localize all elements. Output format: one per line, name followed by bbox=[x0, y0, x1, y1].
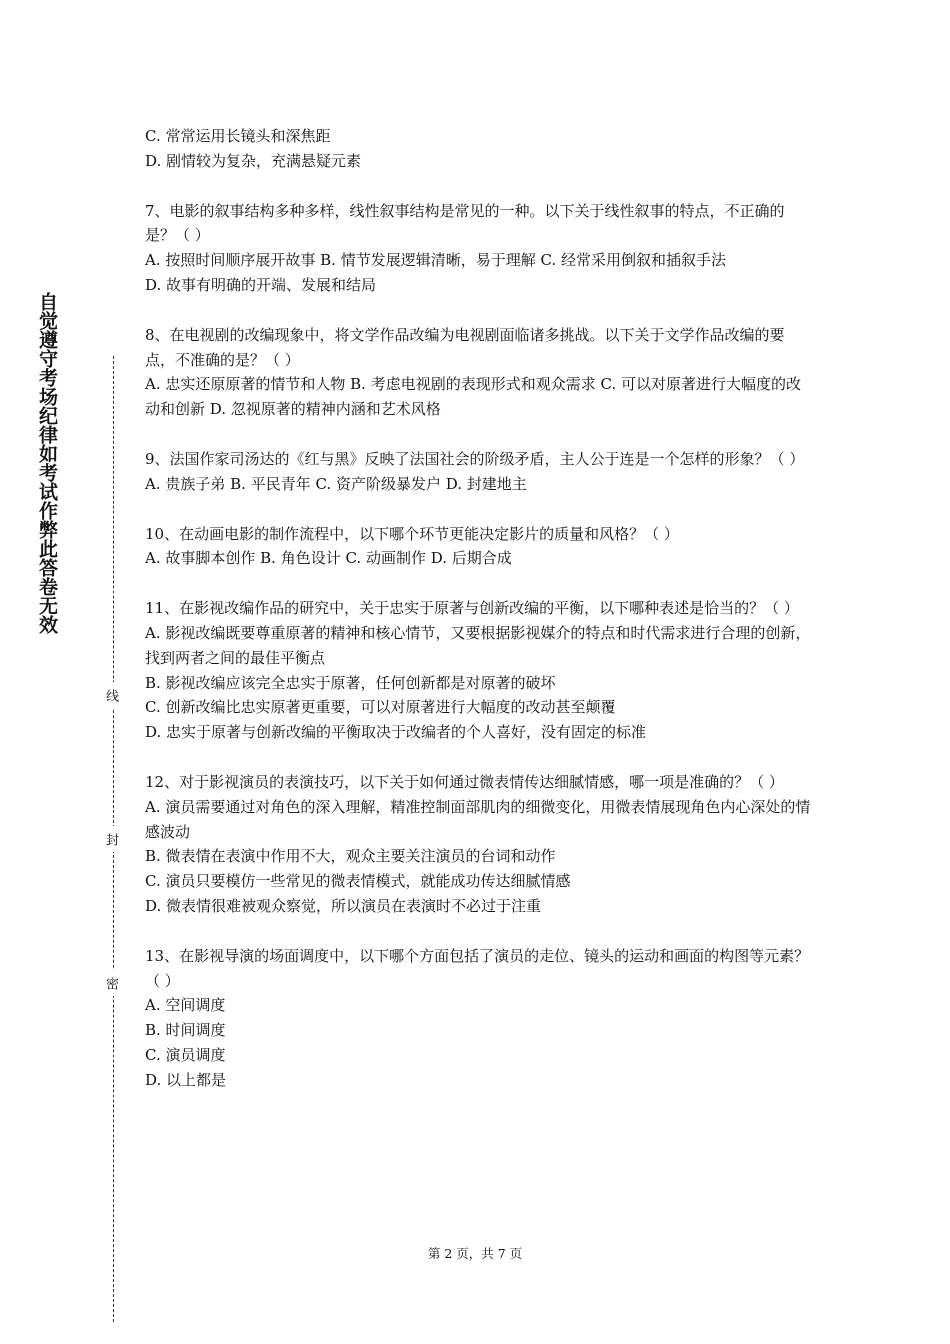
question-11 bbox=[145, 596, 813, 745]
question-8 bbox=[145, 323, 813, 422]
question-7 bbox=[145, 199, 813, 298]
question-stem: 7、电影的叙事结构多种多样，线性叙事结构是常见的一种。以下关于线性叙事的特点，不正确的是？（ ） bbox=[145, 201, 785, 245]
question-12 bbox=[145, 770, 813, 919]
question-stem: 11、在影视改编作品的研究中，关于忠实于原著与创新改编的平衡，以下哪种表述是恰当的？（ ） bbox=[145, 599, 799, 618]
option: C. 创新改编比忠实原著更重要，可以对原著进行大幅度的改动甚至颠覆 bbox=[145, 698, 616, 717]
option: A. 按照时间顺序展开故事 B. 情节发展逻辑清晰，易于理解 C. 经常采用倒叙和插叙手法 bbox=[145, 251, 726, 270]
question-13 bbox=[145, 944, 813, 1093]
option: A. 贵族子弟 B. 平民青年 C. 资产阶级暴发户 D. 封建地主 bbox=[145, 474, 527, 493]
question-stem: 13、在影视导演的场面调度中，以下哪个方面包括了演员的走位、镜头的运动和画面的构图等元素？（ ） bbox=[145, 946, 810, 990]
option: C. 演员只要模仿一些常见的微表情模式，就能成功传达细腻情感 bbox=[145, 872, 571, 891]
question-stem: 10、在动画电影的制作流程中，以下哪个环节更能决定影片的质量和风格？（ ） bbox=[145, 524, 679, 543]
question-9 bbox=[145, 447, 813, 497]
option: C. 演员调度 bbox=[145, 1045, 226, 1064]
option: D. 以上都是 bbox=[145, 1070, 227, 1089]
option: B. 影视改编应该完全忠实于原著，任何创新都是对原著的破坏 bbox=[145, 673, 556, 692]
page-number: 第 2 页，共 7 页 bbox=[427, 1246, 523, 1261]
option: D. 故事有明确的开端、发展和结局 bbox=[145, 275, 377, 294]
option: A. 演员需要通过对角色的深入理解，精准控制面部肌肉的细微变化，用微表情展现角色内心深处的情感波动 bbox=[145, 797, 811, 841]
option: B. 微表情在表演中作用不大，观众主要关注演员的台词和动作 bbox=[145, 847, 556, 866]
question-stem: 9、法国作家司汤达的《红与黑》反映了法国社会的阶级矛盾，主人公于连是一个怎样的形象？（ ） bbox=[145, 449, 805, 468]
binding-label-seal: 封 bbox=[105, 826, 123, 852]
option: D. 忠实于原著与创新改编的平衡取决于改编者的个人喜好，没有固定的标准 bbox=[145, 723, 647, 742]
option: A. 故事脚本创作 B. 角色设计 C. 动画制作 D. 后期合成 bbox=[145, 549, 512, 568]
option: B. 时间调度 bbox=[145, 1021, 226, 1040]
question-content bbox=[145, 124, 813, 1093]
binding-label-line: 线 bbox=[105, 682, 123, 708]
option: C. 常常运用长镜头和深焦距 bbox=[145, 127, 331, 145]
exam-discipline-warning: 自觉遵守考场纪律如考试作弊此答卷无效 bbox=[36, 292, 58, 634]
option: A. 影视改编既要尊重原著的精神和核心情节，又要根据影视媒介的特点和时代需求进行合理的创新，找到两者之间的最佳平衡点 bbox=[145, 623, 811, 667]
question-stem: 12、对于影视演员的表演技巧，以下关于如何通过微表情传达细腻情感，哪一项是准确的？（ ） bbox=[145, 772, 784, 791]
question-6-continued bbox=[145, 124, 813, 174]
option: A. 忠实还原原著的情节和人物 B. 考虑电视剧的表现形式和观众需求 C. 可以对原著进行大幅度的改动和创新 D. 忽视原著的精神内涵和艺术风格 bbox=[145, 375, 801, 419]
option: D. 微表情很难被观众察觉，所以演员在表演时不必过于注重 bbox=[145, 896, 542, 915]
binding-label-secret: 密 bbox=[105, 970, 123, 996]
option: D. 剧情较为复杂，充满悬疑元素 bbox=[145, 151, 362, 170]
question-10 bbox=[145, 522, 813, 572]
question-stem: 8、在电视剧的改编现象中，将文学作品改编为电视剧面临诸多挑战。以下关于文学作品改编的要点，不准确的是？（ ） bbox=[145, 325, 785, 369]
option: A. 空间调度 bbox=[145, 996, 226, 1015]
